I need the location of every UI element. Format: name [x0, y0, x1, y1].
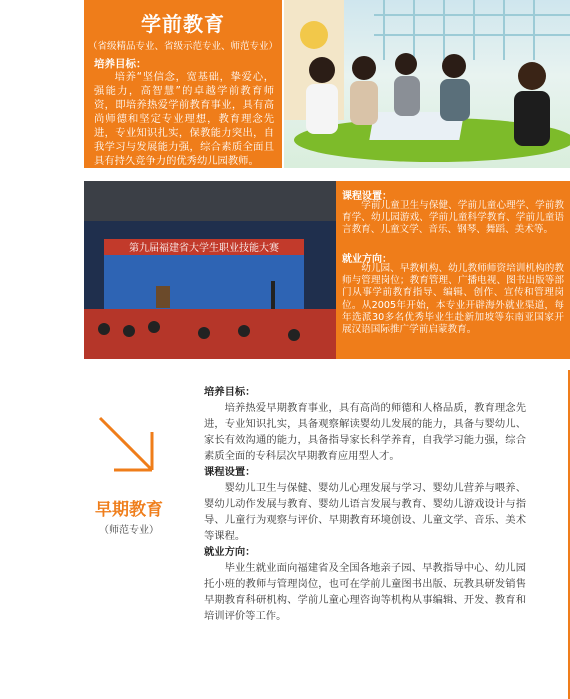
arrow-down-right-icon	[96, 414, 158, 476]
early-courses-label: 课程设置：	[204, 466, 256, 478]
preschool-education-panel	[84, 0, 282, 168]
preschool-employment-text: 幼儿园、早教机构、幼儿教师师资培训机构的教师与管理岗位；教育管理、广播电视、图书出版等部门从事学前教育指导、编辑、创作、宣传和管理岗位。从2005年开始，本专业开辟海外就业渠道，每年选派30多名优秀毕业生赴新加坡等东南亚国家开展汉语国际推广学前启蒙教育。	[342, 263, 564, 336]
early-education-subtitle: （师范专业）	[99, 525, 159, 536]
classroom-photo	[284, 0, 570, 168]
early-education-title: 早期教育	[95, 500, 163, 520]
preschool-goal-label: 培养目标：	[94, 58, 147, 70]
competition-photo	[84, 181, 336, 359]
early-employment-text: 毕业生就业面向福建省及全国各地亲子园、早教指导中心、幼儿园托小班的教师与管理岗位，也可在学前儿童图书出版、玩教具研发销售早期教育科研机构、学前儿童心理咨询等机构从事编辑、开发、教育和培训评价等工作。	[204, 562, 526, 622]
early-goal-label: 培养目标：	[204, 386, 256, 398]
early-employment-label: 就业方向：	[204, 546, 256, 558]
preschool-courses-text: 学前儿童卫生与保健、学前儿童心理学、学前教育学、幼儿园游戏、学前儿童科学教育、学前儿童语言教育、儿童文学、音乐、钢琴、舞蹈、美术等。	[342, 200, 564, 236]
early-goal-text: 培养热爱早期教育事业，具有高尚的师德和人格品质，教育理念先进，专业知识扎实，具备观察解读婴幼儿发展的能力，具备与婴幼儿、家长有效沟通的能力，具备指导家长科学养育，自我学习能力强，综合素质全面的专科层次早期教育应用型人才。	[204, 402, 526, 462]
competition-banner-text: 第九届福建省大学生职业技能大赛	[129, 243, 279, 254]
preschool-details-panel	[336, 181, 570, 359]
early-education-content	[204, 384, 526, 624]
early-courses-text: 婴幼儿卫生与保健、婴幼儿心理发展与学习、婴幼儿营养与喂养、婴幼儿动作发展与教育、婴幼儿语言发展与教育、婴幼儿游戏设计与指导、儿童行为观察与评价、早期教育环境创设、儿童文学、音乐、美术等课程。	[204, 482, 526, 542]
preschool-employment-label: 就业方向：	[342, 254, 392, 265]
classroom-photo-illustration	[284, 0, 570, 168]
preschool-courses-label: 课程设置：	[342, 191, 392, 202]
preschool-subtitle: （省级精品专业、省级示范专业、师范专业）	[87, 41, 278, 52]
preschool-goal-text: 培养“坚信念，宽基础，挚爱心，强能力，高智慧”的卓越学前教育师资，即培养热爱学前教育事业，具有高尚师德和坚定专业理想，教育理念先进，专业知识扎实，保教能力突出，自我学习与发展能力强，综合素质全面且具有持久竞争力的优秀幼儿园教师。	[94, 71, 274, 167]
preschool-title: 学前教育	[141, 12, 225, 36]
competition-photo-illustration	[84, 181, 336, 359]
